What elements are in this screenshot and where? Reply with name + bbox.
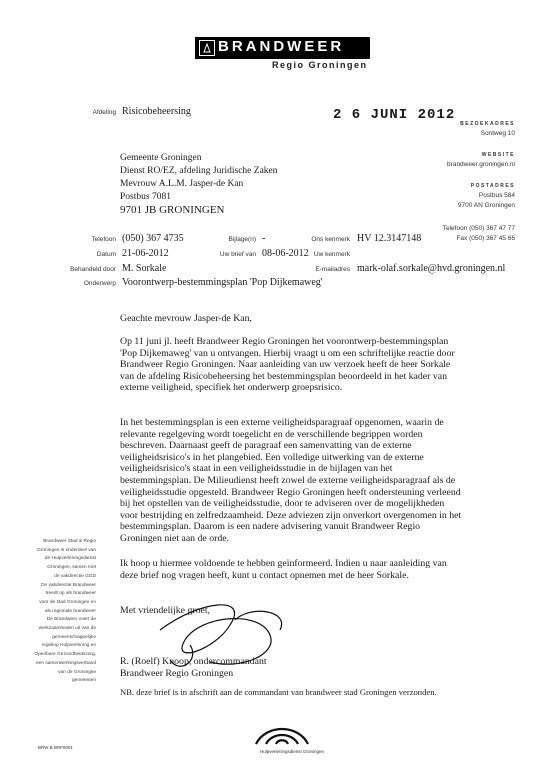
telefoon-label: Telefoon [91,236,116,243]
ons-kenmerk-value: HV 12.3147148 [357,233,422,244]
onderwerp-label: Onderwerp [83,280,116,287]
sidebar-line: werkzaamheden uit van de [38,626,96,632]
address-line: Postbus 7081 [120,192,171,202]
uw-brief-value: 08-06-2012 [262,248,309,259]
bijlagen-label: Bijlage(n) [228,236,256,243]
sidebar-line: Openbare Gezondheidszorg, [34,652,96,658]
email-value: mark-olaf.sorkale@hvd.groningen.nl [357,263,506,274]
sidebar-line: regeling Hulpverlening en [41,643,96,649]
telefoon-value: (050) 367 4735 [122,233,184,244]
footer-logo-label: Hulpverleningsdienst Groningen [260,749,325,754]
address-line: 9701 JB GRONINGEN [120,204,225,216]
postadres-heading: POSTADRES [470,183,515,189]
sidebar-line: de vakdirectie GGD [54,573,96,579]
afdeling-label: Afdeling [92,109,116,116]
logo-flame-icon [199,40,215,56]
postadres-line1: Postbus 584 [478,192,515,199]
sidebar-line: gemeenschappelijke [52,634,96,640]
bezoekadres-heading: BEZOEKADRES [460,121,515,127]
datum-value: 21-06-2012 [122,248,169,259]
right-fax: Fax (050) 367 45 66 [456,235,515,242]
closing: Met vriendelijke groet, [120,605,211,616]
paragraph-main: In het bestemmingsplan is een externe veiligheidsparagraaf opgenomen, waarin de relevante regelgeving wordt toegelicht en de verschillende begrippen worden beschreven. Daarnaast geeft de paragraaf een samenvatting van de externe veiligheidsrisico's in het plangebied. Een volledige uitwerking van de externe veiligheidsrisico's staat in een veiligheidsstudie in de bijlagen van het bestemmingsplan. De Milieudienst heeft zowel de externe veiligheidsparagraaf als de veiligheidsstudie opgesteld. Brandweer Regio Groningen heeft ondersteuning verleend bij het opstellen van de veiligheidsstudie, door te adviseren over de mogelijkheden voor bestrijding en zelfredzaamheid. Deze adviezen zijn onverkort overgenomen in het bestemmingsplan. Daarom is een nadere advisering vanuit Brandweer Regio Groningen niet aan de orde. [120,417,462,544]
ons-kenmerk-label: Ons kenmerk [311,236,350,243]
uw-brief-label: Uw brief van [219,251,256,258]
sidebar-line: een samenwerkingsverband [36,660,96,666]
behandeld-value: M. Sorkale [122,263,167,274]
received-stamp-date: 2 6 JUNI 2012 [333,107,456,123]
datum-label: Datum [96,251,116,258]
onderwerp-value: Voorontwerp-bestemmingsplan 'Pop Dijkemaweg' [122,277,323,288]
sidebar-line: Groningen, samen met [47,565,96,571]
sidebar-line: Brandweer Stad & Regio [43,539,96,544]
right-telefoon: Telefoon (050) 367 47 77 [442,225,515,232]
sidebar-line: Groningen is onderdeel van [37,547,96,553]
address-line: Gemeente Groningen [120,153,202,163]
bezoekadres: Sontweg 10 [480,130,515,137]
logo-name: BRANDWEER [218,38,345,55]
signer-organisation: Brandweer Regio Groningen [120,668,234,679]
footer-form-code: BRW B BRF0001 [38,745,73,750]
behandeld-label: Behandeld door [70,266,116,273]
sidebar-line: gemeenten [71,678,96,684]
salutation: Geachte mevrouw Jasper-de Kan, [120,313,253,324]
sidebar-line: De Brandweer voert de [46,617,96,623]
email-label: E-mailadres [315,266,350,273]
bijlagen-value: - [262,233,266,244]
hulpverleningsdienst-logo-icon [250,718,314,748]
logo-region: Regio Groningen [272,60,368,70]
afdeling-value: Risicobeheersing [122,106,191,117]
nb-note: NB. deze brief is in afschrift aan de commandant van brandweer stad Groningen verzonden. [120,687,437,697]
postadres-line2: 9700 AN Groningen [457,202,515,209]
paragraph-closing: Ik hoop u hiermee voldoende te hebben geïnformeerd. Indien u naar aanleiding van deze brief nog vragen heeft, kunt u contact opnemen met de heer Sorkale. [120,558,447,581]
website-heading: WEBSITE [481,152,515,158]
sidebar-line: de Hulpverleningsdienst [44,556,96,562]
address-line: Mevrouw A.L.M. Jasper-de Kan [120,179,244,189]
sidebar-line: als regionale brandweer [44,608,96,614]
recipient-address [120,152,278,217]
website: brandweer.groningen.nl [447,161,515,168]
sidebar-line: van de Groningse [58,669,96,675]
sidebar-line: treedt op als brandweer [45,591,96,597]
paragraph-intro: Op 11 juni jl. heeft Brandweer Regio Groningen het voorontwerp-bestemmingsplan 'Pop Dijkemaweg' van u ontvangen. Hierbij vraagt u om een schriftelijke reactie door Brandweer Regio Groningen. Naar aanleiding van uw verzoek heeft de heer Sorkale van de afdeling Risicobeheersing het bestemmingsplan beoordeeld in het kader van externe veiligheid, specifiek het onderwerp groepsrisico. [120,336,455,394]
uw-kenmerk-label: Uw kenmerk [313,251,350,258]
sidebar-line: voor de stad Groningen en [39,599,96,605]
signer-name: R. (Roelf) Knoop, ondercommandant [120,656,267,667]
sidebar-line: De vakdirectie Brandweer [41,582,96,588]
sidebar-note [30,538,96,686]
address-line: Dienst RO/EZ, afdeling Juridische Zaken [120,166,278,176]
